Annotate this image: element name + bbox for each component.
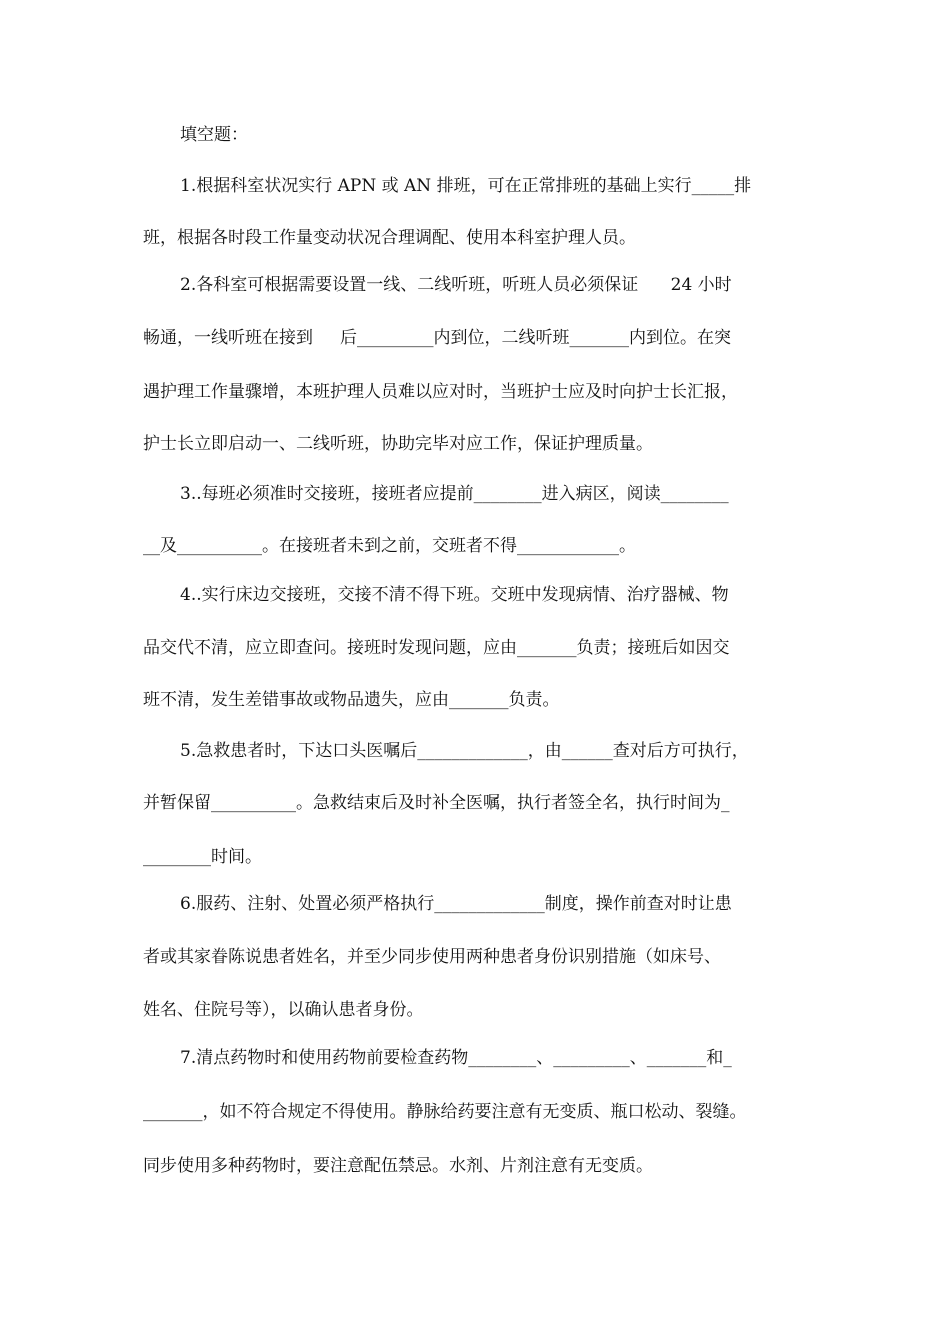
text-line: 5.急救患者时，下达口头医嘱后_____________，由______查对后方可执行， bbox=[180, 741, 749, 761]
text-line: 护士长立即启动一、二线听班，协助完毕对应工作，保证护理质量。 bbox=[143, 434, 653, 454]
text-line: 同步使用多种药物时，要注意配伍禁忌。水剂、片剂注意有无变质。 bbox=[143, 1156, 653, 1176]
text-line: 1.根据科室状况实行 APN 或 AN 排班，可在正常排班的基础上实行_____排 bbox=[180, 176, 752, 196]
text-line: 4..实行床边交接班，交接不清不得下班。交班中发现病情、治疗器械、物 bbox=[180, 585, 729, 605]
text-line: 班，根据各时段工作量变动状况合理调配、使用本科室护理人员。 bbox=[143, 228, 636, 248]
text-line: 并暂保留__________。急救结束后及时补全医嘱，执行者签全名，执行时间为_ bbox=[143, 793, 730, 813]
text-line: _______，如不符合规定不得使用。静脉给药要注意有无变质、瓶口松动、裂缝。 bbox=[143, 1102, 747, 1122]
text-line: 姓名、住院号等），以确认患者身份。 bbox=[143, 1000, 424, 1020]
text-line: __及__________。在接班者未到之前，交班者不得____________。 bbox=[143, 536, 636, 556]
text-line: 6.服药、注射、处置必须严格执行_____________制度，操作前查对时让患 bbox=[180, 894, 732, 914]
text-line: 遇护理工作量骤增，本班护理人员难以应对时，当班护士应及时向护士长汇报， bbox=[143, 382, 738, 402]
section-heading: 填空题： bbox=[180, 125, 248, 145]
text-line: 7.清点药物时和使用药物前要检查药物________、_________、_______和_ bbox=[180, 1048, 732, 1068]
text-line: ________时间。 bbox=[143, 847, 262, 867]
text-line: 班不清，发生差错事故或物品遗失，应由_______负责。 bbox=[143, 690, 560, 710]
text-line: 畅通，一线听班在接到 后_________内到位，二线听班_______内到位。在突 bbox=[143, 328, 732, 348]
text-line: 2.各科室可根据需要设置一线、二线听班，听班人员必须保证 24 小时 bbox=[180, 275, 732, 295]
text-line: 者或其家眷陈说患者姓名，并至少同步使用两种患者身份识别措施（如床号、 bbox=[143, 947, 721, 967]
text-line: 3..每班必须准时交接班，接班者应提前________进入病区，阅读________ bbox=[180, 484, 729, 504]
text-line: 品交代不清，应立即查问。接班时发现问题，应由_______负责；接班后如因交 bbox=[143, 638, 730, 658]
